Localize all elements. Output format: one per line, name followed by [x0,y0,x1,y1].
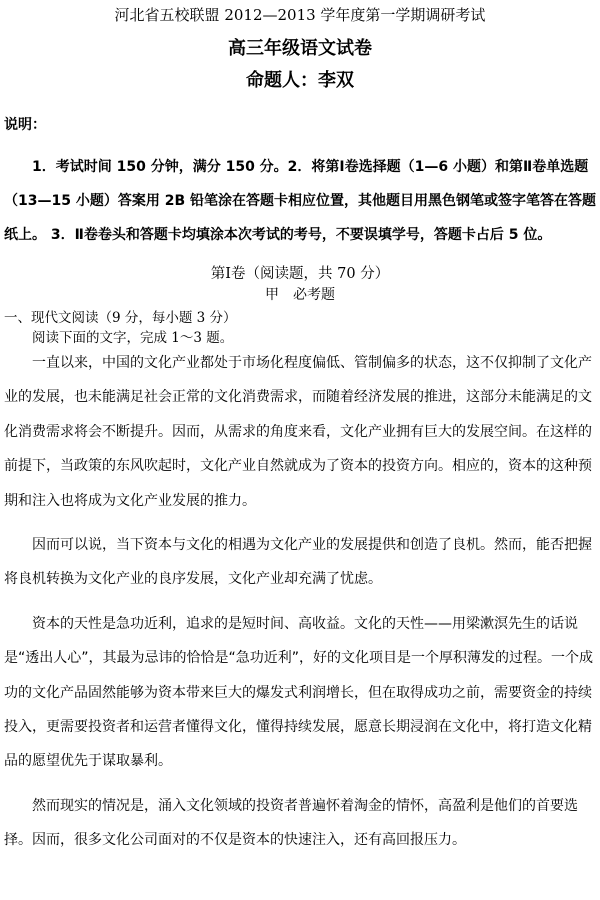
subsection-title: 甲 必考题 [265,287,335,303]
notes-body: 1．考试时间 150 分钟，满分 150 分。2．将第Ⅰ卷选择题（1—6 小题）和第Ⅱ卷单选题（13—15 小题）答案用 2B 铅笔涂在答题卡相应位置，其他题目用黑色钢笔或签字笔答在答题纸上。 3．Ⅱ卷卷头和答题卡均填涂本次考试的考号，不要误填学号，答题卡占后 5 位。 [4,159,596,243]
section-title: 第Ⅰ卷（阅读题，共 70 分） [210,266,390,282]
passage-paragraph: 一直以来，中国的文化产业都处于市场化程度偏低、管制偏多的状态，这不仅抑制了文化产业的发展，也未能满足社会正常的文化消费需求，而随着经济发展的推进，这部分未能满足的文化消费需求将会不断提升。因而，从需求的角度来看，文化产业拥有巨大的发展空间。在这样的前提下，当政策的东风吹起时，文化产业自然就成为了资本的投资方向。相应的，资本的这种预期和注入也将成为文化产业发展的推力。 [4,355,592,509]
passage-paragraph: 因而可以说，当下资本与文化的相遇为文化产业的发展提供和创造了良机。然而，能否把握将良机转换为文化产业的良序发展，文化产业却充满了忧虑。 [4,537,592,588]
passage-paragraph: 然而现实的情况是，涌入文化领域的投资者普遍怀着淘金的情怀，高盈利是他们的首要选择。因而，很多文化公司面对的不仅是资本的快速注入，还有高回报压力。 [4,797,578,849]
exam-header: 河北省五校联盟 2012—2013 学年度第一学期调研考试 [114,6,486,24]
paper-title: 高三年级语文试卷 [228,38,372,59]
notes-label: 说明： [4,117,46,133]
part1-title: 一、现代文阅读（9 分，每小题 3 分） [4,310,237,326]
passage-paragraph: 资本的天性是急功近利，追求的是短时间、高收益。文化的天性——用梁漱溟先生的话说是“透出人心”，其最为忌讳的恰恰是“急功近利”，好的文化项目是一个厚积薄发的过程。一个成功的文化产品固然能够为资本带来巨大的爆发式利润增长，但在取得成功之前，需要资金的持续投入，更需要投资者和运营者懂得文化，懂得持续发展，愿意长期浸润在文化中，将打造文化精品的愿望优先于谋取暴利。 [4,615,594,770]
author-line: 命题人：李双 [246,70,354,91]
part1-instruction: 阅读下面的文字，完成 1～3 题。 [32,330,234,346]
reading-passage [4,346,596,868]
